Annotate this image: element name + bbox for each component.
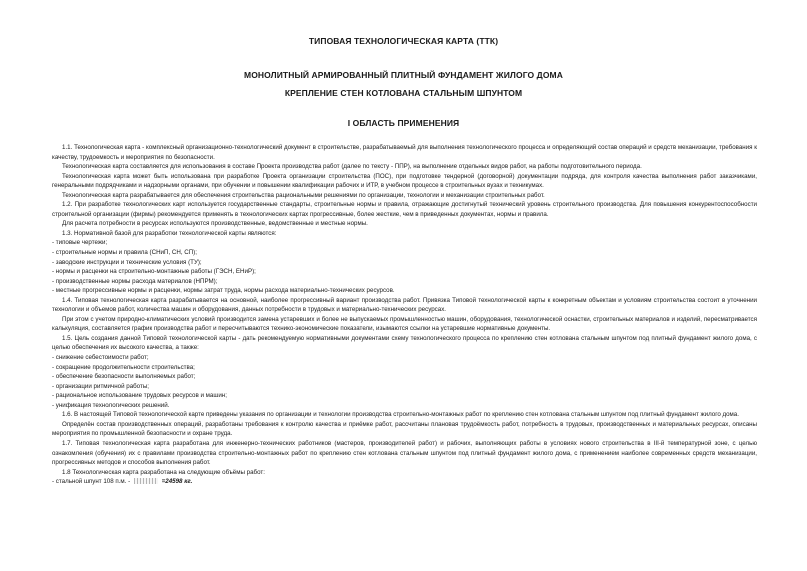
formula-image-icon xyxy=(134,478,158,484)
volume-formula: =24598 кг. xyxy=(161,478,193,486)
paragraph: 1.3. Нормативной базой для разработки технологической карты являются: xyxy=(62,229,277,237)
list-item: - нормы и расценки на строительно-монтажные работы (ГЭСН, ЕНиР); xyxy=(52,268,256,276)
list-item: - заводские инструкции и технические условия (ТУ); xyxy=(52,258,202,266)
list-item: - организации ритмичной работы; xyxy=(52,382,149,390)
volume-line xyxy=(52,477,757,487)
paragraph: При этом с учетом природно-климатических условий производится замена устаревших и более не выпускаемых промышленностью машин, оборудования, технологической оснастки, строительных материалов и изделий, пересматривается калькуляция, составляется график производства работ и пересчитываются технико-экономические показатели, изымаются ссылки на устаревшие нормативные документы. xyxy=(52,315,757,333)
paragraph: 1.4. Типовая технологическая карта разрабатывается на основной, наиболее прогрессивный вариант производства работ. Привязка Типовой технологической карты к конкретным объектам и условиям строительства состоит в уточнении технологии и объемов работ, количества машин и оборудования, данных потребности в трудовых и материально-технических ресурсах. xyxy=(52,296,757,314)
paragraph: 1.6. В настоящей Типовой технологической карте приведены указания по организации и технологии производства строительно-монтажных работ по креплению стен котлована стальным шпунтом под плитный фундамент жилого дома. xyxy=(62,411,739,419)
paragraph: 1.8 Технологическая карта разработана на следующие объёмы работ: xyxy=(62,468,265,476)
list-item: - местные прогрессивные нормы и расценки, нормы затрат труда, нормы расхода материально-технических ресурсов. xyxy=(52,287,395,295)
document-title: ТИПОВАЯ ТЕХНОЛОГИЧЕСКАЯ КАРТА (ТТК) xyxy=(308,36,499,46)
paragraph: 1.7. Типовая технологическая карта разработана для инженерно-технических работников (мастеров, производителей работ) и рабочих, выполняющих работы в условиях нового строительства в III-й температурной зоне, с целью ознакомления (обучения) их с правилами производства строительно-монтажных работ по креплению стен котлована стальным шпунтом под плитный фундамент жилого дома, с применением наиболее современных средств механизации, прогрессивных методов и способов выполнения работ. xyxy=(52,439,757,467)
list-item: - строительные нормы и правила (СНиП, СН, СП); xyxy=(52,249,197,257)
section-title: I ОБЛАСТЬ ПРИМЕНЕНИЯ xyxy=(347,118,460,128)
list-item: - унификация технологических решений. xyxy=(52,401,170,409)
list-item: - типовые чертежи; xyxy=(52,239,108,247)
document-subtitle-work: КРЕПЛЕНИЕ СТЕН КОТЛОВАНА СТАЛЬНЫМ ШПУНТОМ xyxy=(284,88,523,98)
list-item: - снижение себестоимости работ; xyxy=(52,354,149,362)
paragraph: 1.5. Цель создания данной Типовой технологической карты - дать рекомендуемую нормативными документами схему технологического процесса по креплению стен котлована стальным шпунтом под плитный фундамент жилого дома, с целью обеспечения их высокого качества, а также: xyxy=(52,334,757,352)
list-item: - обеспечение безопасности выполняемых работ; xyxy=(52,373,196,381)
paragraph: Технологическая карта составляется для использования в составе Проекта производства работ (далее по тексту - ППР), на выполнение отдельных видов работ, на работы подготовительного периода. xyxy=(62,163,642,171)
paragraph: Технологическая карта разрабатывается для обеспечения строительства рациональными решениями по организации, технологии и механизации строительных работ. xyxy=(62,191,545,199)
paragraph: Определён состав производственных операций, разработаны требования к контролю качества и приёмке работ, рассчитаны плановая трудоёмкость работ, потребность в трудовых, производственных и материальных ресурсах, описаны мероприятия по промышленной безопасности и охране труда. xyxy=(52,420,757,438)
paragraph: 1.2. При разработке технологических карт используется государственные стандарты, строительные нормы и правила, отражающие достигнутый технический уровень строительного производства. Для повышения конкурентоспособности строительной организации (фирмы) рекомендуется применять в технологических картах прогрессивные, более жесткие, чем в приведенных документах, нормы и правила. xyxy=(52,201,757,218)
paragraph: Для расчета потребности в ресурсах используются производственные, ведомственные и местные нормы. xyxy=(62,220,368,228)
paragraph: 1.1. Технологическая карта - комплексный организационно-технологический документ в строительстве, разрабатываемый для выполнения технологического процесса и определяющий состав операций и средств механизации, требования к качеству, трудоемкость и мероприятия по безопасности. xyxy=(52,144,757,161)
list-item: - рациональное использование трудовых ресурсов и машин; xyxy=(52,392,227,400)
list-item: - сокращение продолжительности строительства; xyxy=(52,363,195,371)
list-item: - производственные нормы расхода материалов (НПРМ); xyxy=(52,277,218,285)
document-subtitle-object: МОНОЛИТНЫЙ АРМИРОВАННЫЙ ПЛИТНЫЙ ФУНДАМЕНТ ЖИЛОГО ДОМА xyxy=(244,70,563,80)
volume-prefix: - стальной шпунт 108 п.м. - xyxy=(52,478,131,486)
paragraph: Технологическая карта может быть использована при разработке Проекта организации строительства (ПОС), при подготовке тендерной (договорной) документации подряда, для контроля качества выполнения работ заказчиками, генеральными подрядчиками и надзорными органами, при обучении и повышении квалификации рабочих и ИТР, в учебном процессе в строительных вузах и техникумах. xyxy=(52,172,757,190)
document-body xyxy=(52,143,757,487)
